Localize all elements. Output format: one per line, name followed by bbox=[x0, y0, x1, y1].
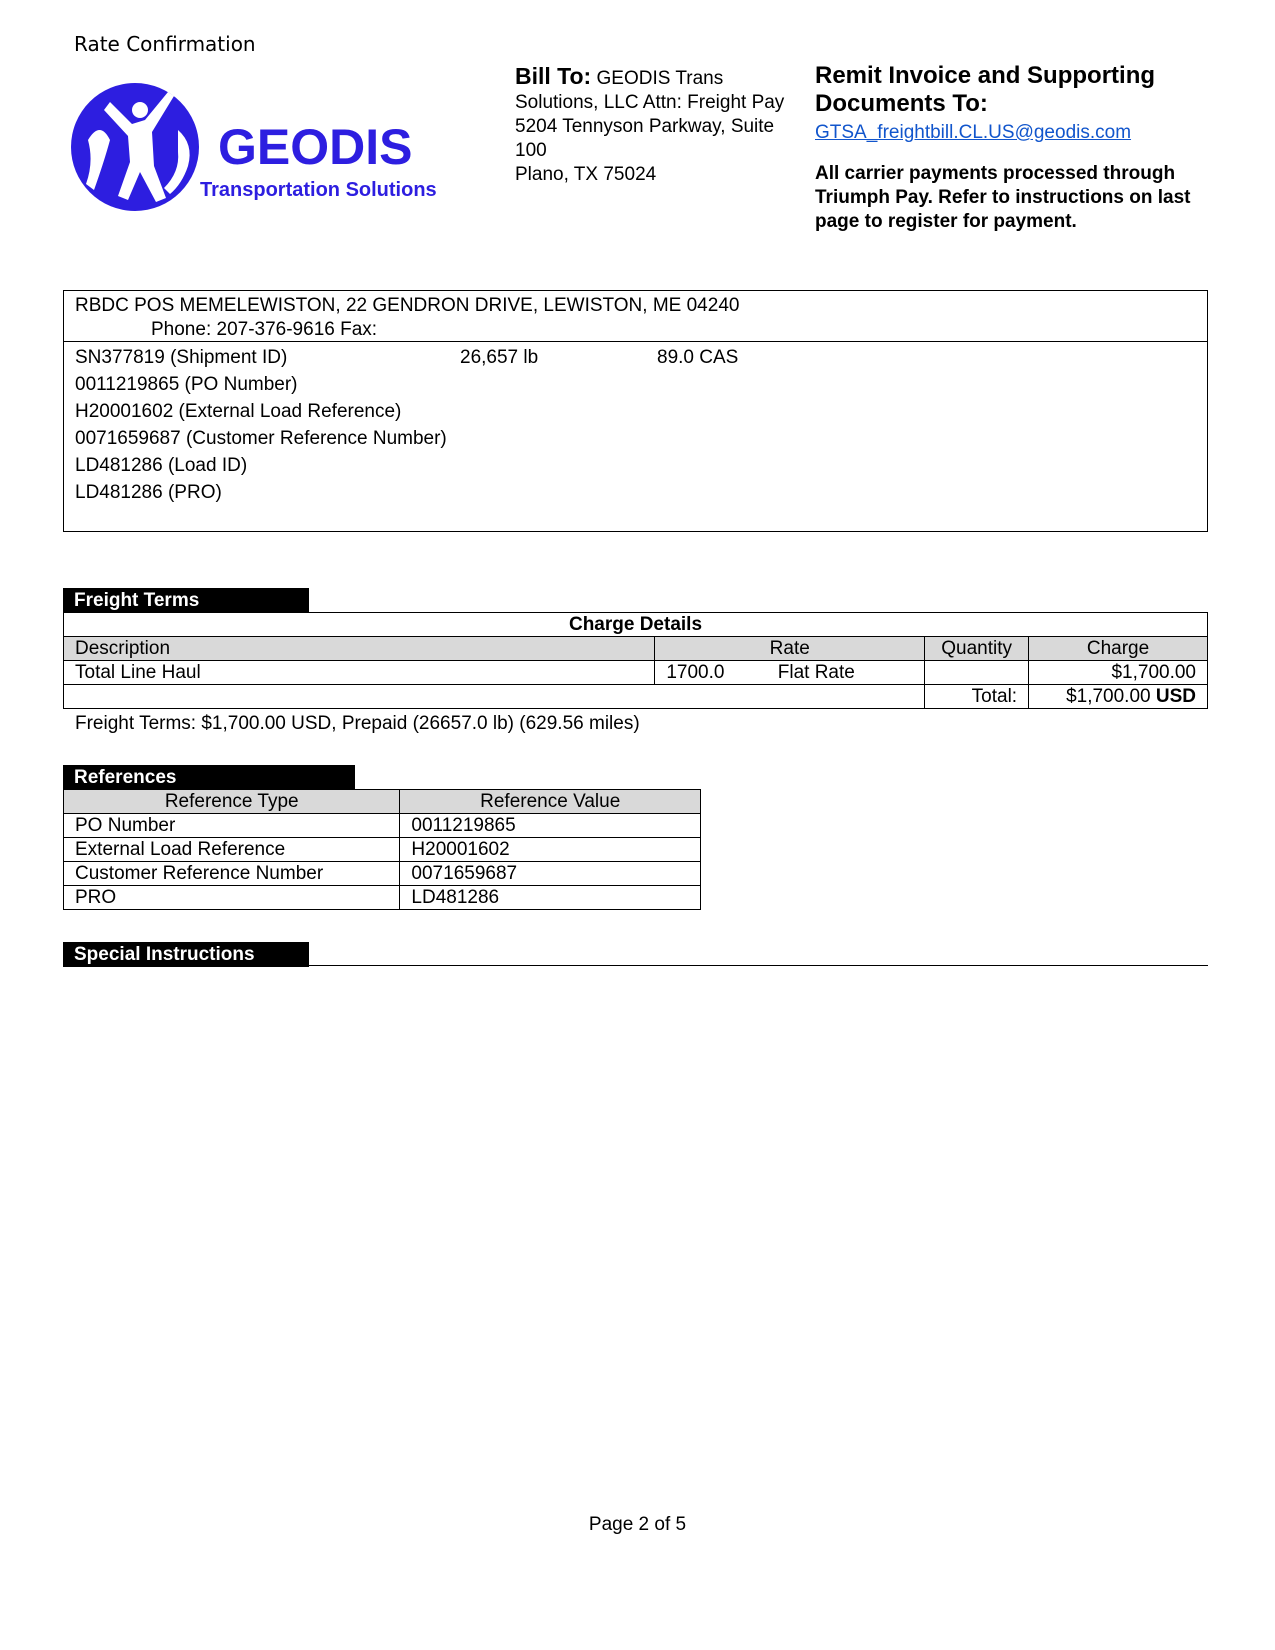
document-header: Rate Confirmation bbox=[74, 32, 256, 56]
reference-type: PO Number bbox=[64, 814, 400, 838]
charge-description: Total Line Haul bbox=[64, 661, 655, 685]
stop-reference-item: 0011219865 (PO Number) bbox=[75, 374, 298, 395]
charge-details-title: Charge Details bbox=[64, 613, 1208, 637]
special-instructions-divider bbox=[63, 965, 1208, 966]
stop-header bbox=[64, 291, 1207, 342]
table-row bbox=[64, 838, 701, 862]
reference-value: H20001602 bbox=[400, 838, 701, 862]
charge-rate: 1700.0 bbox=[666, 662, 725, 683]
total-value: $1,700.00 bbox=[1066, 686, 1151, 707]
remit-note: All carrier payments processed through Triumph Pay. Refer to instructions on last page to register for payment. bbox=[815, 163, 1191, 232]
bill-to-line-1: GEODIS Trans Solutions, LLC Attn: Freight Pay bbox=[515, 68, 785, 113]
stop-address: RBDC POS MEMELEWISTON, 22 GENDRON DRIVE, LEWISTON, ME 04240 bbox=[75, 295, 740, 316]
column-header-description: Description bbox=[64, 637, 655, 661]
table-row bbox=[64, 814, 701, 838]
stop-reference-list bbox=[75, 344, 455, 506]
logo-brand-text: GEODIS bbox=[218, 119, 413, 175]
reference-value: 0071659687 bbox=[400, 862, 701, 886]
stop-count: 89.0 CAS bbox=[657, 347, 739, 368]
bill-to-block bbox=[515, 64, 785, 187]
references-tab: References bbox=[63, 765, 355, 790]
column-header-reference-type: Reference Type bbox=[64, 790, 400, 814]
bill-to-line-3: Plano, TX 75024 bbox=[515, 164, 657, 185]
remit-block bbox=[815, 62, 1215, 234]
stop-reference-item: LD481286 (PRO) bbox=[75, 482, 222, 503]
stop-reference-item: SN377819 (Shipment ID) bbox=[75, 347, 288, 368]
references-header-row bbox=[64, 790, 701, 814]
total-label: Total: bbox=[925, 685, 1029, 709]
column-header-reference-value: Reference Value bbox=[400, 790, 701, 814]
charge-details-table bbox=[63, 612, 1208, 709]
table-row bbox=[64, 661, 1208, 685]
stop-reference-item: 0071659687 (Customer Reference Number) bbox=[75, 428, 447, 449]
total-row bbox=[64, 685, 1208, 709]
page-number: Page 2 of 5 bbox=[588, 1514, 687, 1535]
charge-quantity bbox=[925, 661, 1029, 685]
total-currency: USD bbox=[1155, 686, 1196, 707]
table-row bbox=[64, 862, 701, 886]
special-instructions-tab: Special Instructions bbox=[63, 942, 309, 967]
reference-type: Customer Reference Number bbox=[64, 862, 400, 886]
bill-to-line-2: 5204 Tennyson Parkway, Suite 100 bbox=[515, 116, 775, 161]
reference-value: 0011219865 bbox=[400, 814, 701, 838]
reference-type: PRO bbox=[64, 886, 400, 910]
logo-tagline-text: Transportation Solutions bbox=[200, 179, 437, 201]
charge-rate-type: Flat Rate bbox=[777, 662, 855, 683]
geodis-logo bbox=[70, 80, 470, 220]
table-row bbox=[64, 886, 701, 910]
stop-reference-item: LD481286 (Load ID) bbox=[75, 455, 248, 476]
geodis-logo-mark bbox=[70, 80, 470, 220]
freight-terms-summary: Freight Terms: $1,700.00 USD, Prepaid (26657.0 lb) (629.56 miles) bbox=[75, 713, 640, 734]
stop-weight: 26,657 lb bbox=[460, 347, 539, 368]
stop-body bbox=[64, 342, 1207, 508]
stop-reference-item: H20001602 (External Load Reference) bbox=[75, 401, 402, 422]
reference-value: LD481286 bbox=[400, 886, 701, 910]
charge-rate-cell bbox=[655, 661, 925, 685]
freight-terms-tab: Freight Terms bbox=[63, 588, 309, 613]
total-spacer bbox=[64, 685, 925, 709]
stop-phone: Phone: 207-376-9616 Fax: bbox=[151, 319, 378, 340]
charge-details-header-row bbox=[64, 637, 1208, 661]
charge-amount: $1,700.00 bbox=[1029, 661, 1208, 685]
stop-box bbox=[63, 290, 1208, 532]
remit-email-link[interactable]: GTSA_freightbill.CL.US@geodis.com bbox=[815, 122, 1132, 143]
reference-type: External Load Reference bbox=[64, 838, 400, 862]
column-header-quantity: Quantity bbox=[925, 637, 1029, 661]
bill-to-label: Bill To: bbox=[515, 63, 592, 89]
total-amount-cell bbox=[1029, 685, 1208, 709]
column-header-charge: Charge bbox=[1029, 637, 1208, 661]
remit-heading: Remit Invoice and Supporting Documents To: bbox=[815, 62, 1156, 117]
references-table bbox=[63, 789, 701, 910]
column-header-rate: Rate bbox=[655, 637, 925, 661]
